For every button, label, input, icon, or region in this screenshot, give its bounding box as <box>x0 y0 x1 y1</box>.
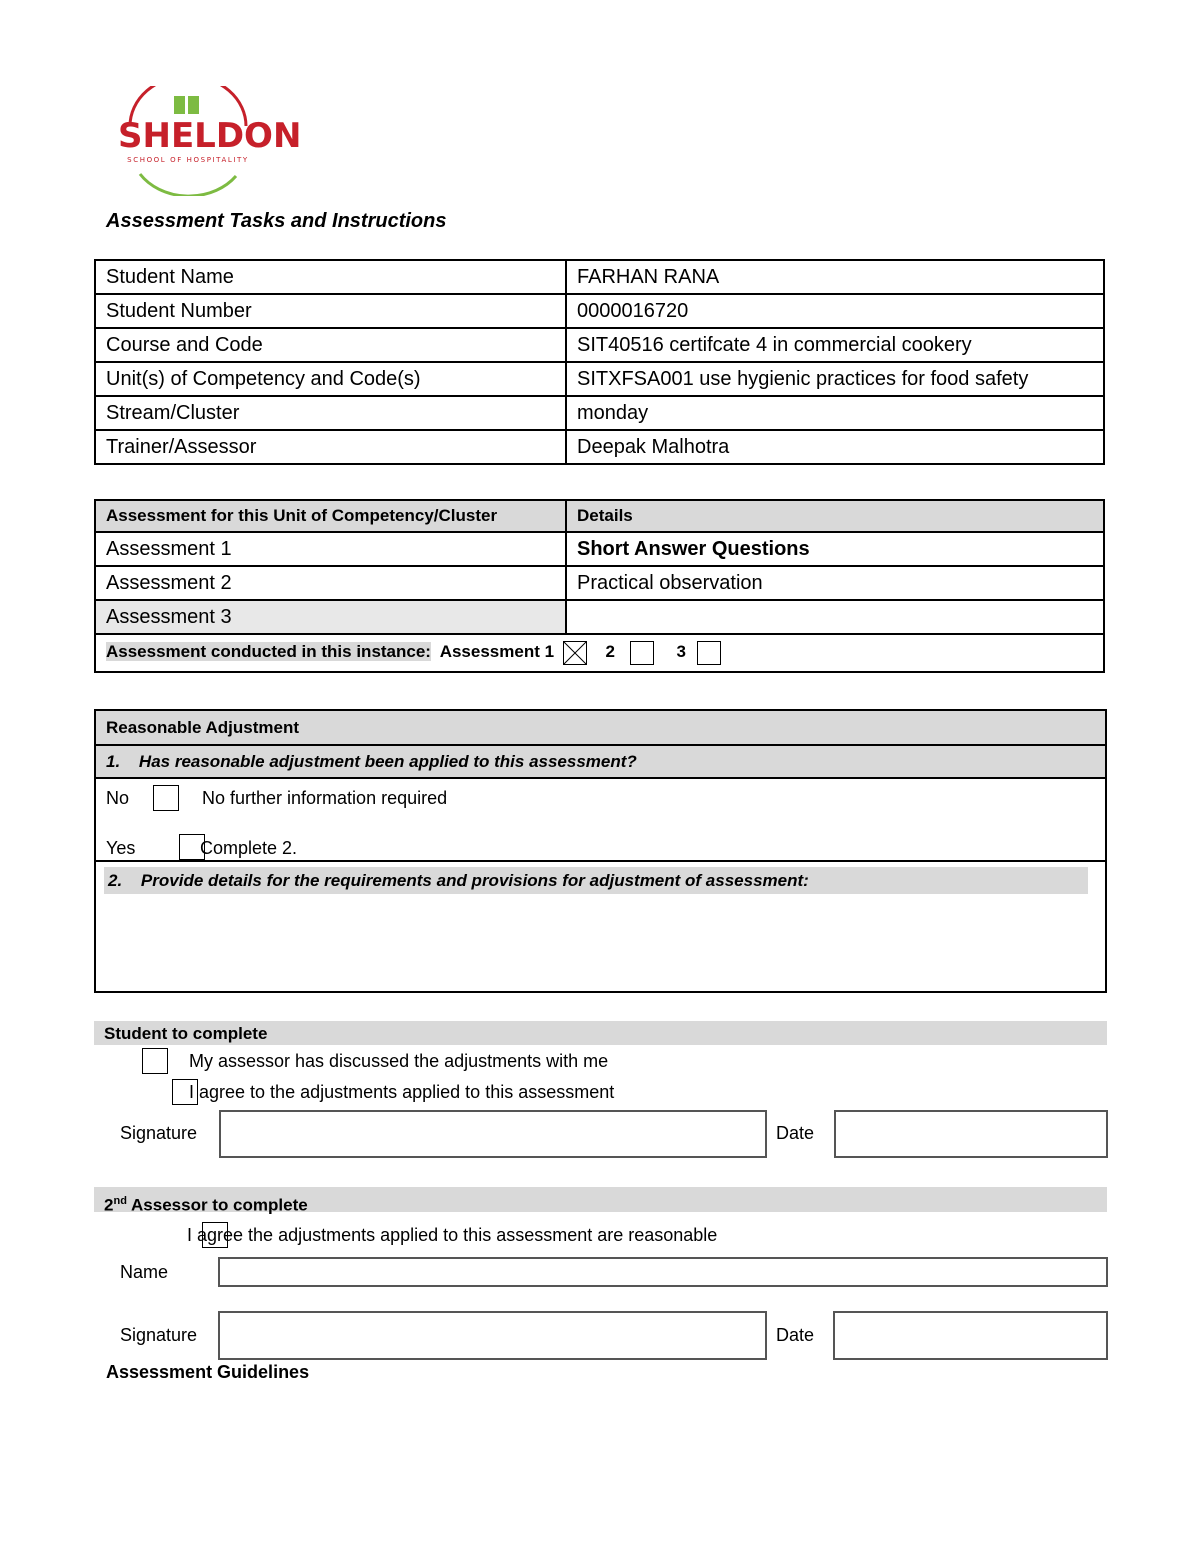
assessment-3-detail <box>566 600 1104 634</box>
assessment-1-detail: Short Answer Questions <box>566 532 1104 566</box>
date-label: Date <box>776 1123 815 1143</box>
row-label: Student Name <box>95 260 566 294</box>
question-1-text: Has reasonable adjustment been applied to this assessment? <box>138 752 637 771</box>
signature-label: Signature <box>120 1325 198 1345</box>
student-signature-field[interactable] <box>219 1110 767 1158</box>
row-label: Assessment 2 <box>95 566 566 600</box>
row-label: Trainer/Assessor <box>95 430 566 464</box>
table-row <box>95 634 1104 672</box>
student-date-field[interactable] <box>834 1110 1108 1158</box>
header-assessment: Assessment for this Unit of Competency/Cluster <box>95 500 566 532</box>
conducted-a1-label: Assessment 1 <box>439 642 555 662</box>
adjustment-details-area[interactable] <box>104 899 1094 985</box>
table-row <box>95 260 1104 294</box>
assessment-3-checkbox[interactable] <box>697 641 721 665</box>
table-row <box>95 362 1104 396</box>
conducted-label: Assessment conducted in this instance: <box>106 642 431 662</box>
row-label: Assessment 3 <box>95 600 566 634</box>
header-details: Details <box>566 500 1104 532</box>
row-label: Stream/Cluster <box>95 396 566 430</box>
assessment-table <box>94 499 1105 673</box>
student-number-value: 0000016720 <box>566 294 1104 328</box>
page-title: Assessment Tasks and Instructions <box>106 210 447 232</box>
conducted-a3-label: 3 <box>676 642 686 662</box>
question-2-number: 2. <box>108 871 123 890</box>
table-row <box>95 294 1104 328</box>
question-2-text: Provide details for the requirements and provisions for adjustment of assessment: <box>140 871 809 890</box>
student-name-value: FARHAN RANA <box>566 260 1104 294</box>
no-text: No further information required <box>202 788 448 808</box>
adjustments-reasonable-text: I agree the adjustments applied to this assessment are reasonable <box>187 1225 718 1245</box>
assessor-heading-num: 2 <box>104 1195 114 1215</box>
date-label: Date <box>776 1325 815 1345</box>
question-1-bar <box>96 746 1105 779</box>
assessment-1-checkbox[interactable] <box>563 641 587 665</box>
logo-subtitle: SCHOOL OF HOSPITALITY <box>127 156 249 164</box>
row-label: Unit(s) of Competency and Code(s) <box>95 362 566 396</box>
question-2-bar <box>104 867 1088 894</box>
trainer-value: Deepak Malhotra <box>566 430 1104 464</box>
assessment-2-detail: Practical observation <box>566 566 1104 600</box>
assessor-name-field[interactable] <box>218 1257 1108 1287</box>
reasonable-adjustment-heading: Reasonable Adjustment <box>96 711 1105 746</box>
row-label: Course and Code <box>95 328 566 362</box>
table-row <box>95 328 1104 362</box>
signature-label: Signature <box>120 1123 198 1143</box>
row-label: Assessment 1 <box>95 532 566 566</box>
course-value: SIT40516 certifcate 4 in commercial cookery <box>566 328 1104 362</box>
no-label: No <box>106 788 130 808</box>
conducted-a2-label: 2 <box>605 642 615 662</box>
table-row <box>95 600 1104 634</box>
yes-label: Yes <box>106 838 136 858</box>
assessor-heading-text: Assessor to complete <box>126 1195 308 1215</box>
no-checkbox[interactable] <box>153 785 179 811</box>
stream-value: monday <box>566 396 1104 430</box>
table-row <box>95 532 1104 566</box>
question-1-number: 1. <box>106 752 121 771</box>
table-row <box>95 396 1104 430</box>
table-row <box>95 566 1104 600</box>
name-label: Name <box>120 1262 169 1282</box>
student-info-table <box>94 259 1105 465</box>
student-section-heading: Student to complete <box>94 1021 1107 1045</box>
unit-value: SITXFSA001 use hygienic practices for food safety <box>566 362 1104 396</box>
reasonable-adjustment-box <box>94 709 1107 993</box>
table-header-row <box>95 500 1104 532</box>
table-row <box>95 430 1104 464</box>
guidelines-heading: Assessment Guidelines <box>106 1362 310 1382</box>
yes-text: Complete 2. <box>200 838 298 858</box>
assessor-discussed-text: My assessor has discussed the adjustments with me <box>189 1051 609 1071</box>
logo-word: SHELDON <box>118 116 302 156</box>
conducted-row <box>95 634 1104 672</box>
assessor-date-field[interactable] <box>833 1311 1108 1360</box>
agree-adjustments-text: I agree to the adjustments applied to this assessment <box>189 1082 615 1102</box>
divider <box>96 860 1105 862</box>
assessor-heading-sup: nd <box>113 1195 127 1207</box>
assessor-signature-field[interactable] <box>218 1311 767 1360</box>
assessment-2-checkbox[interactable] <box>630 641 654 665</box>
sheldon-logo <box>118 86 302 196</box>
assessor-section-heading <box>94 1187 1107 1215</box>
row-label: Student Number <box>95 294 566 328</box>
assessor-discussed-checkbox[interactable] <box>142 1048 168 1074</box>
